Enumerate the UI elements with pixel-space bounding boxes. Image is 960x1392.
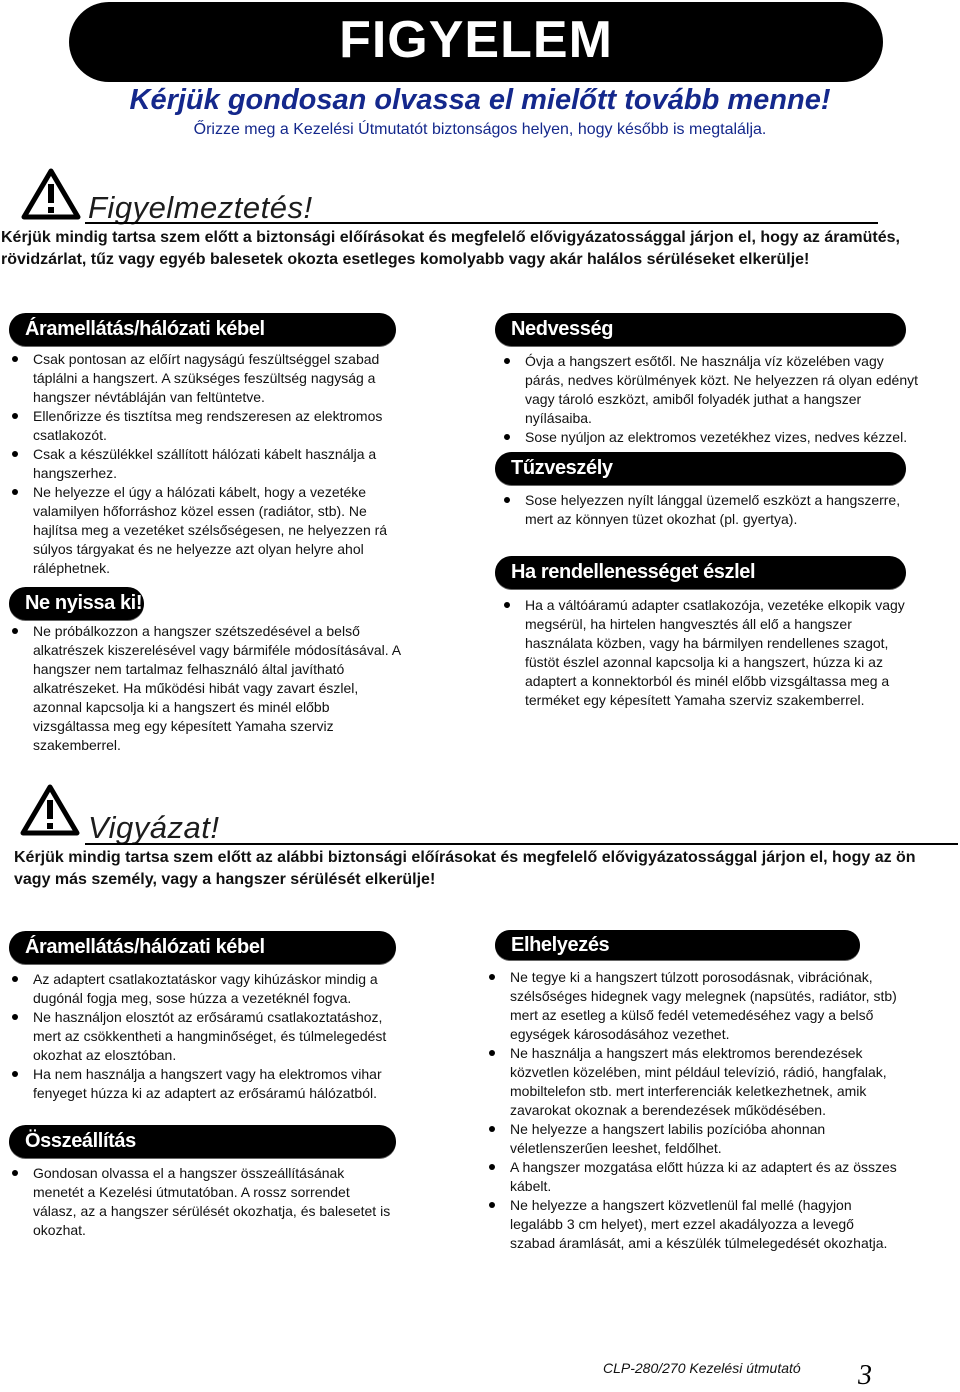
list-item: Ne helyezze a hangszert közvetlenül fal mellé (hagyjon legalább 3 cm helyet), mert ezzel akadályozza a levegő szabad áramlását, ami a készülék túlmelegedését okozhatja. (488, 1196, 898, 1253)
section-heading-fire: Tűzveszély (495, 452, 906, 485)
caution-triangle-icon (20, 784, 80, 836)
list-item: Ha nem használja a hangszert vagy ha elektromos vihar fenyeget húzza ki az adaptert az erősáramú hálózatból. (11, 1065, 391, 1103)
section-heading-moisture: Nedvesség (495, 313, 906, 346)
warning-divider (85, 222, 878, 224)
power-caution-list (11, 970, 391, 1103)
list-item: Ha a váltóáramú adapter csatlakozója, vezetéke elkopik vagy megsérül, ha hirtelen hangvesztés áll elő a hangszer használata közben, vagy ha bármilyen rendellenes szagot, füstöt észlel azonnal kapcsolja ki a hangszert, húzza ki az adaptert a konnektorból és minél előbb vizsgáltassa meg a terméket egy képesített Yamaha szerviz szakemberrel. (503, 596, 923, 710)
page-title: FIGYELEM (339, 11, 613, 69)
list-item: Ne használja a hangszert más elektromos berendezések közvetlen közelében, mint például televízió, rádió, hangfalak, mobiltelefon stb. mert interferenciák keletkezhetnek, amik zavarokat okoznak a berendezések működésében. (488, 1044, 898, 1120)
caution-title: Vigyázat! (88, 810, 220, 845)
intro-heading: Kérjük gondosan olvassa el mielőtt tovább menne! (129, 84, 831, 116)
assembly-list (11, 1164, 391, 1240)
page-number: 3 (858, 1360, 872, 1391)
list-item: Óvja a hangszert esőtől. Ne használja víz közelében vagy párás, nedves körülmények közt. Ne helyezzen rá olyan edényt vagy tároló eszközt, amiből folyadék juthat a hangszer nyílásaiba. (503, 352, 923, 428)
list-item: Sose helyezzen nyílt lánggal üzemelő eszközt a hangszerre, mert az könnyen tüzet okozhat (pl. gyertya). (503, 491, 923, 529)
footer-manual-title: CLP-280/270 Kezelési útmutató (603, 1360, 801, 1376)
section-heading-location: Elhelyezés (495, 930, 860, 960)
section-heading-assembly: Összeállítás (9, 1125, 396, 1158)
caution-divider (85, 843, 958, 845)
list-item: Csak pontosan az előírt nagyságú feszültséggel szabad táplálni a hangszert. A szükséges feszültség nagyság a hangszer névtábláján van feltüntetve. (11, 350, 389, 407)
section-heading-do-not-open: Ne nyissa ki! (9, 587, 144, 620)
moisture-list (503, 352, 923, 447)
fire-list (503, 491, 923, 529)
list-item: Ne próbálkozzon a hangszer szétszedésével a belső alkatrészek kiszerelésével vagy bármiféle módosításával. A hangszer nem tartalmaz felhasználó által javítható alkatrészeket. Ha működési hibát vagy zavart észlel, azonnal kapcsolja ki a hangszert és minél előbb vizsgáltassa meg egy képesített Yamaha szerviz szakemberrel. (11, 622, 403, 755)
list-item: Csak a készülékkel szállított hálózati kábelt használja a hangszerhez. (11, 445, 389, 483)
list-item: Gondosan olvassa el a hangszer összeállításának menetét a Kezelési útmutatóban. A rossz sorrendet válasz, az a hangszer sérülését okozhatja, és balesetet is okozhat. (11, 1164, 391, 1240)
section-heading-power: Áramellátás/hálózati kébel (9, 313, 396, 346)
list-item: Ne használjon elosztót az erősáramú csatlakoztatáshoz, mert az csökkentheti a hangminőséget, és túlmelegedést okozhat az elosztóban. (11, 1008, 391, 1065)
section-heading-power-caution: Áramellátás/hálózati kébel (9, 931, 396, 964)
location-list (488, 968, 898, 1253)
list-item: Az adaptert csatlakoztatáskor vagy kihúzáskor mindig a dugónál fogja meg, sose húzza a vezetéknél fogva. (11, 970, 391, 1008)
warning-intro-text: Kérjük mindig tartsa szem előtt a biztonsági előírásokat és megfelelő elővigyázatossággal járjon el, hogy az áramütés, rövidzárlat, tűz vagy egyéb balesetek okozta esetleges komolyabb vagy akár halálos sérüléseket elkerülje! (1, 229, 900, 268)
list-item: Ellenőrizze és tisztítsa meg rendszeresen az elektromos csatlakozót. (11, 407, 389, 445)
caution-intro-text: Kérjük mindig tartsa szem előtt az alábbi biztonsági előírásokat és megfelelő elővigyázatossággal járjon el, hogy az ön vagy más személy, vagy a hangszer sérülését elkerülje! (14, 849, 916, 888)
title-banner (69, 2, 883, 82)
power-warning-list (11, 350, 389, 578)
list-item: Ne helyezze a hangszert labilis pozícióba ahonnan véletlenszerűen leeshet, feldőlhet. (488, 1120, 898, 1158)
list-item: Ne helyezze el úgy a hálózati kábelt, hogy a vezetéke valamilyen hőforráshoz közel essen (radiátor, stb). Ne hajlítsa meg a vezetéket szélsőségesen, ne helyezzen rá súlyos tárgyakat és ne helyezze azt olyan helyre ahol ráléphetnek. (11, 483, 389, 578)
list-item: A hangszer mozgatása előtt húzza ki az adaptert és az összes kábelt. (488, 1158, 898, 1196)
list-item: Sose nyúljon az elektromos vezetékhez vizes, nedves kézzel. (503, 428, 923, 447)
warning-title: Figyelmeztetés! (88, 190, 313, 225)
list-item: Ne tegye ki a hangszert túlzott porosodásnak, vibrációnak, szélsőséges hidegnek vagy melegnek (napsütés, radiátor, stb) mert az esetleg a külső fedél vetemedéséhez vagy a belső egységek károsodásához vezethet. (488, 968, 898, 1044)
abnormality-list (503, 596, 923, 710)
do-not-open-list (11, 622, 403, 755)
intro-subheading: Őrizze meg a Kezelési Útmutatót biztonságos helyen, hogy később is megtalálja. (193, 121, 767, 138)
warning-triangle-icon (21, 168, 81, 220)
section-heading-abnormality: Ha rendellenességet észlel (495, 556, 906, 589)
